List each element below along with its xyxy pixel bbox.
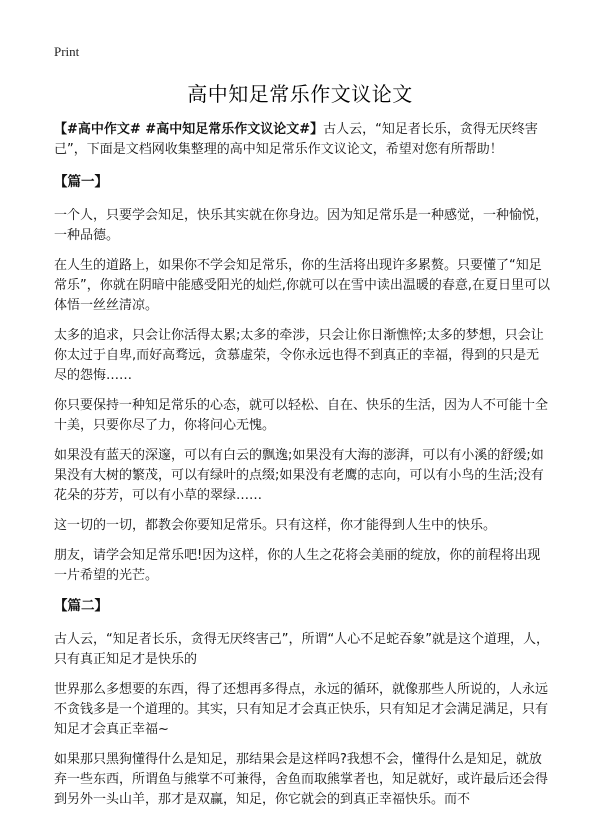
paragraph: 在人生的道路上，如果你不学会知足常乐，你的生活将出现许多累赘。只要懂了“知足常乐”，你就在阴暗中能感受阳光的灿烂,你就可以在雪中读出温暖的春意,在夏日里可以体悟一丝丝清凉。 — [54, 258, 551, 313]
intro-tags: 【#高中作文# #高中知足常乐作文议论文#】 — [54, 122, 324, 137]
paragraph: 如果那只黑狗懂得什么是知足，那结果会是这样吗?我想不会，懂得什么是知足，就放弃一些东西，所谓鱼与熊掌不可兼得，舍鱼而取熊掌者也，知足就好，或许最后还会得到另外一头山羊，那才是双赢，知足，你它就会的到真正幸福快乐。而不 — [54, 752, 549, 807]
paragraph: 你只要保持一种知足常乐的心态，就可以轻松、自在、快乐的生活，因为人不可能十全十美，只要你尽了力，你将问心无愧。 — [54, 398, 549, 433]
page-title: 高中知足常乐作文议论文 — [187, 82, 413, 106]
print-label: Print — [54, 44, 80, 59]
paragraph: 朋友，请学会知足常乐吧!因为这样，你的人生之花将会美丽的绽放，你的前程将出现一片希望的光芒。 — [54, 548, 541, 583]
section-heading-1: 【篇一】 — [54, 174, 108, 190]
intro-text: 古人云，“知足者长乐，贪得无厌终害己”，下面是文档网收集整理的高中知足常乐作文议论文，希望对您有所帮助！ — [54, 122, 538, 157]
section-heading-2: 【篇二】 — [54, 598, 108, 614]
document-body — [54, 120, 550, 820]
paragraph: 这一切的一切，都教会你要知足常乐。只有这样，你才能得到人生中的快乐。 — [54, 518, 497, 533]
paragraph: 太多的追求，只会让你活得太累;太多的牵涉，只会让你日渐憔悴;太多的梦想，只会让你太过于自卑,而好高骛远，贪慕虚荣，令你永远也得不到真正的幸福，得到的只是无尽的怨悔…… — [54, 328, 544, 383]
intro-paragraph — [54, 120, 550, 160]
paragraph: 如果没有蓝天的深邃，可以有白云的飘逸;如果没有大海的澎湃，可以有小溪的舒缓;如果没有大树的繁茂，可以有绿叶的点缀;如果没有老鹰的志向，可以有小鸟的生活;没有花朵的芬芳，可以有小草的翠绿…… — [54, 448, 544, 503]
paragraph: 一个人，只要学会知足，快乐其实就在你身边。因为知足常乐是一种感觉，一种愉悦，一种品德。 — [54, 208, 549, 243]
paragraph: 古人云，“知足者长乐，贪得无厌终害己”，所谓“人心不足蛇吞象”就是这个道理，人，只有真正知足才是快乐的 — [54, 632, 549, 667]
paragraph: 世界那么多想要的东西，得了还想再多得点，永远的循环，就像那些人所说的，人永远不贪钱多是一个道理的。其实，只有知足才会真正快乐，只有知足才会满足满足，只有知足才会真正幸福~ — [54, 682, 549, 737]
